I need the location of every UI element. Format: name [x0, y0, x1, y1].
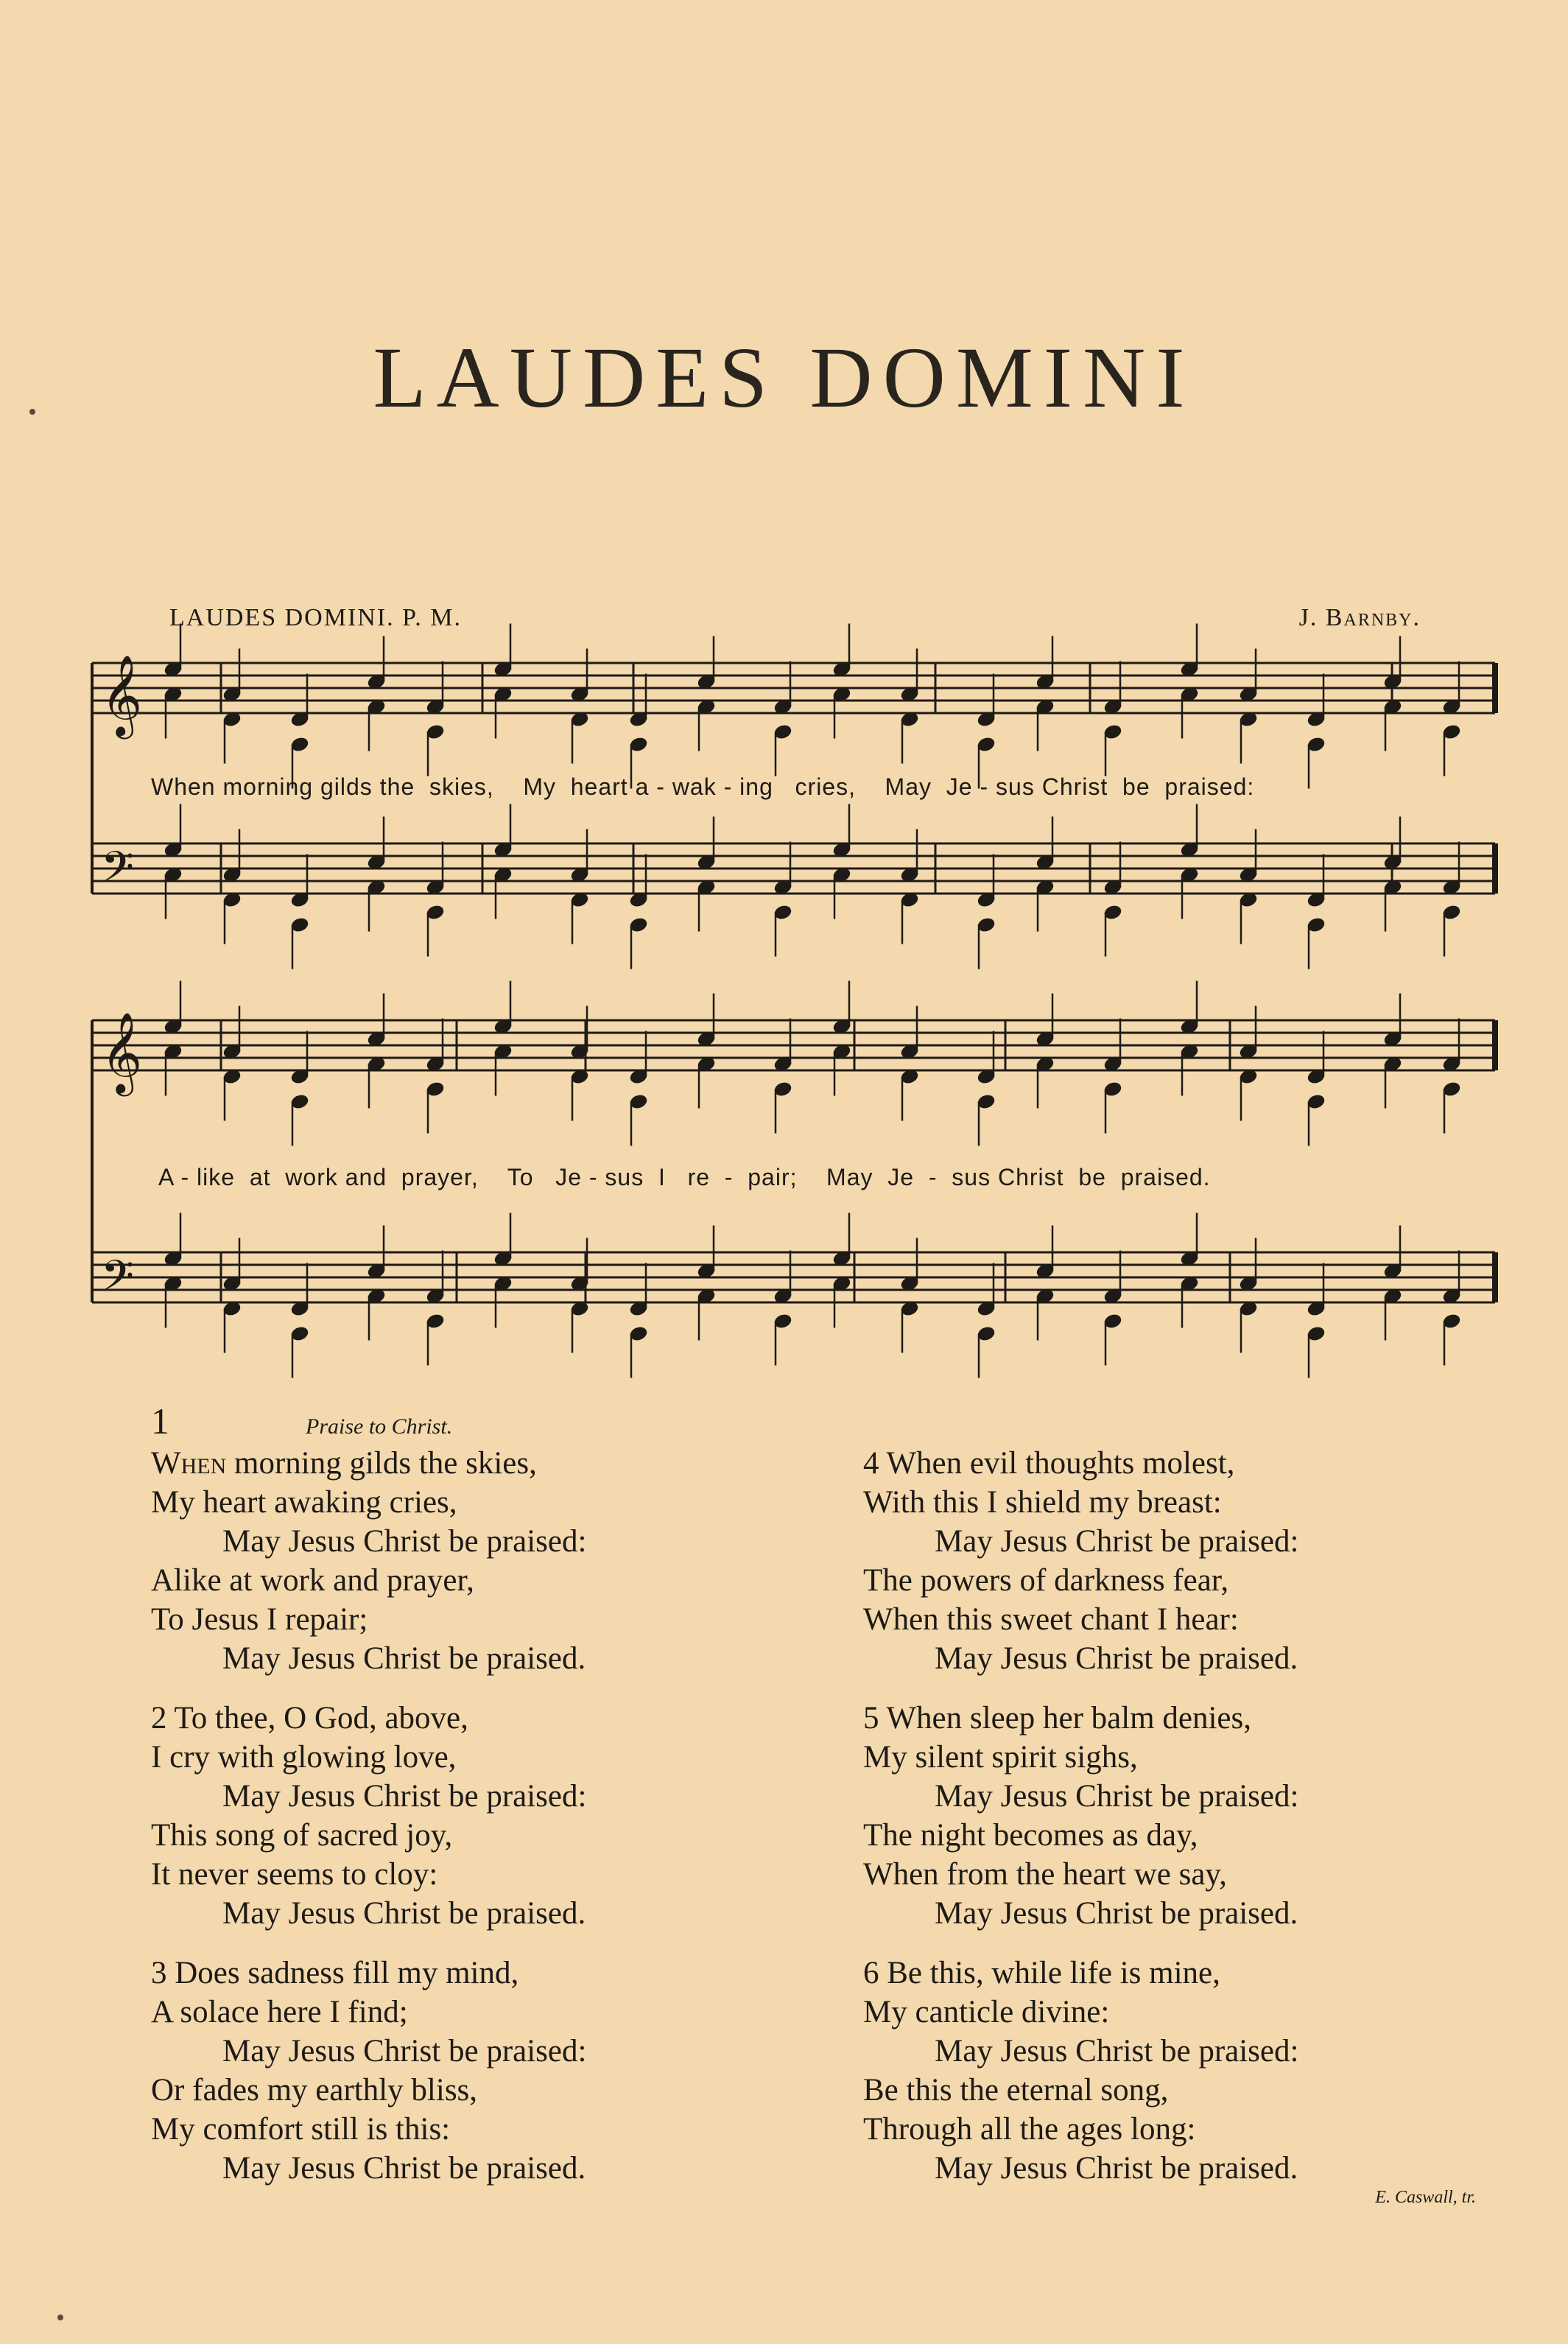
lyrics-line-2: A - like at work and prayer, To Je - sus I re - pair; May Je - sus Christ be praised.	[158, 1164, 1211, 1190]
verse-line: A solace here I find;	[151, 1995, 408, 2029]
verse-line: 5 When sleep her balm denies,	[863, 1701, 1251, 1736]
translator-credit: E. Caswall, tr.	[1375, 2188, 1476, 2207]
treble-clef-icon: 𝄞	[101, 655, 143, 736]
verse-line: 6 Be this, while life is mine,	[863, 1956, 1220, 1990]
composer: J. Barnby.	[1298, 604, 1421, 631]
verse-line: My heart awaking cries,	[151, 1485, 457, 1520]
verse-line: 3 Does sadness fill my mind,	[151, 1956, 519, 1990]
refrain-line: May Jesus Christ be praised.	[935, 1641, 1298, 1676]
bass-clef-icon: 𝄢	[101, 1251, 135, 1311]
verse-line: My silent spirit sighs,	[863, 1740, 1138, 1775]
refrain-line: May Jesus Christ be praised:	[935, 1524, 1299, 1559]
verse-line: Alike at work and prayer,	[151, 1563, 474, 1598]
stanza-1	[151, 1444, 586, 1678]
verse-line: With this I shield my breast:	[863, 1485, 1222, 1520]
stanza-5	[863, 1699, 1298, 1933]
refrain-line: May Jesus Christ be praised:	[935, 2034, 1299, 2068]
verse-line: This song of sacred joy,	[151, 1818, 453, 1853]
tune-name: LAUDES DOMINI. P. M.	[169, 604, 463, 631]
refrain-line: May Jesus Christ be praised.	[222, 2151, 586, 2186]
verse-line: Through all the ages long:	[863, 2112, 1196, 2147]
refrain-line: May Jesus Christ be praised.	[222, 1641, 586, 1676]
verse-line: When from the heart we say,	[863, 1857, 1227, 1892]
verse-line: It never seems to cloy:	[151, 1857, 438, 1892]
stanza-4	[863, 1444, 1298, 1678]
verse-line: 2 To thee, O God, above,	[151, 1701, 468, 1736]
hymn-caption: Praise to Christ.	[306, 1414, 453, 1439]
first-word: When	[151, 1446, 227, 1481]
verse-line: Or fades my earthly bliss,	[151, 2073, 478, 2108]
lyrics-line-1: When morning gilds the skies, My heart a - wak - ing cries, May Je - sus Christ be praised:	[151, 773, 1255, 800]
bass-clef-icon: 𝄢	[101, 842, 135, 902]
stanzas-left-column	[151, 1444, 586, 2208]
stanza-6	[863, 1954, 1298, 2188]
page-title: LAUDES DOMINI	[373, 329, 1195, 426]
stanza-3	[151, 1954, 586, 2188]
verse-line: I cry with glowing love,	[151, 1740, 457, 1775]
verse-line: 4 When evil thoughts molest,	[863, 1446, 1235, 1481]
refrain-line: May Jesus Christ be praised.	[222, 1896, 586, 1931]
refrain-line: May Jesus Christ be praised.	[935, 1896, 1298, 1931]
verse-line: My comfort still is this:	[151, 2112, 451, 2147]
verse-line: The powers of darkness fear,	[863, 1563, 1229, 1598]
speck	[57, 2315, 63, 2320]
verse-line: To Jesus I repair;	[151, 1602, 368, 1637]
refrain-line: May Jesus Christ be praised:	[222, 2034, 587, 2068]
refrain-line: May Jesus Christ be praised:	[222, 1524, 587, 1559]
refrain-line: May Jesus Christ be praised.	[935, 2151, 1298, 2186]
verse-line: My canticle divine:	[863, 1995, 1110, 2029]
hymn-number: 1	[151, 1400, 169, 1442]
refrain-line: May Jesus Christ be praised:	[935, 1779, 1299, 1814]
verse-line: When this sweet chant I hear:	[863, 1602, 1239, 1637]
verse-line: When morning gilds the skies,	[151, 1446, 537, 1481]
speck	[29, 409, 35, 415]
treble-clef-icon: 𝄞	[101, 1012, 143, 1093]
verse-line: Be this the eternal song,	[863, 2073, 1169, 2108]
refrain-line: May Jesus Christ be praised:	[222, 1779, 587, 1814]
stanzas-right-column	[863, 1444, 1298, 2208]
stanza-2	[151, 1699, 586, 1933]
verse-line: The night becomes as day,	[863, 1818, 1198, 1853]
